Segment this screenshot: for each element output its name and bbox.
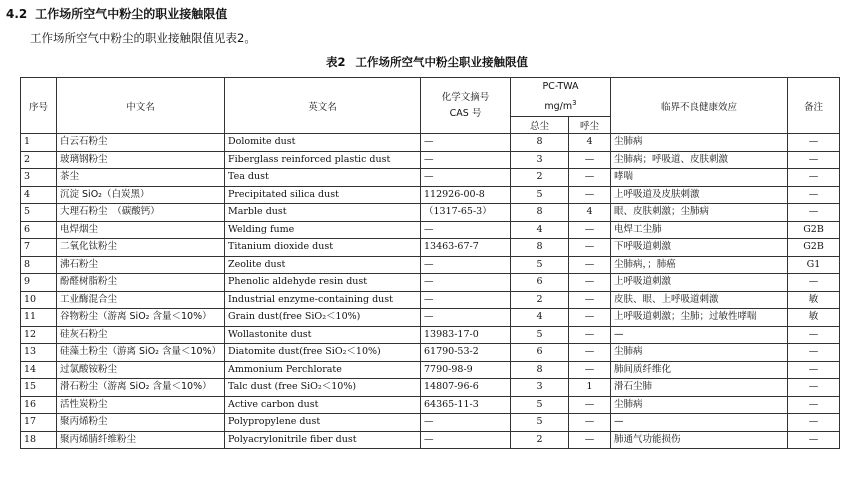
cell-cas: — <box>421 414 511 432</box>
cell-total-dust: 8 <box>511 134 569 152</box>
cell-total-dust: 8 <box>511 239 569 257</box>
cell-cn-name: 沸石粉尘 <box>57 256 225 274</box>
header-seq: 序号 <box>21 78 57 134</box>
cell-seq: 10 <box>21 291 57 309</box>
cell-total-dust: 2 <box>511 169 569 187</box>
header-unit-base: mg/m <box>544 101 573 113</box>
cell-en-name: Wollastonite dust <box>225 326 421 344</box>
cell-cas: （1317-65-3） <box>421 204 511 222</box>
intro-text: 工作场所空气中粉尘的职业接触限值见表2。 <box>30 31 256 45</box>
cell-total-dust: 3 <box>511 151 569 169</box>
cell-note: — <box>788 326 840 344</box>
cell-en-name: Ammonium Perchlorate <box>225 361 421 379</box>
cell-cn-name: 沉淀 SiO₂（白炭黑） <box>57 186 225 204</box>
cell-cas: 13463-67-7 <box>421 239 511 257</box>
cell-seq: 18 <box>21 431 57 449</box>
table-title: 工作场所空气中粉尘职业接触限值 <box>355 55 528 69</box>
table-row <box>21 169 840 187</box>
cell-note: — <box>788 396 840 414</box>
header-pc-twa-label: PC-TWA <box>542 80 579 92</box>
cell-total-dust: 4 <box>511 309 569 327</box>
cell-seq: 5 <box>21 204 57 222</box>
table-row <box>21 414 840 432</box>
cell-effect: 肺间质纤维化 <box>611 361 788 379</box>
cell-total-dust: 6 <box>511 344 569 362</box>
cell-resp-dust: — <box>569 151 611 169</box>
cell-total-dust: 8 <box>511 361 569 379</box>
cell-cas: 64365-11-3 <box>421 396 511 414</box>
cell-effect: — <box>611 414 788 432</box>
cell-cas: — <box>421 431 511 449</box>
header-unit <box>514 95 607 115</box>
table-body <box>21 134 840 449</box>
table-label: 表2 <box>325 55 346 69</box>
cell-total-dust: 5 <box>511 186 569 204</box>
cell-note: — <box>788 431 840 449</box>
table-row <box>21 274 840 292</box>
cell-note: — <box>788 344 840 362</box>
header-cas-line1: 化学文摘号 <box>441 91 490 103</box>
cell-en-name: Active carbon dust <box>225 396 421 414</box>
cell-total-dust: 8 <box>511 204 569 222</box>
cell-cn-name: 聚丙烯腈纤维粉尘 <box>57 431 225 449</box>
cell-cas: 7790-98-9 <box>421 361 511 379</box>
cell-cn-name: 谷物粉尘（游离 SiO₂ 含量＜10%） <box>57 309 225 327</box>
cell-effect: 滑石尘肺 <box>611 379 788 397</box>
exposure-limits-table <box>20 77 840 449</box>
cell-seq: 12 <box>21 326 57 344</box>
cell-cas: — <box>421 221 511 239</box>
header-cn-name: 中文名 <box>57 78 225 134</box>
cell-resp-dust: 1 <box>569 379 611 397</box>
table-row <box>21 431 840 449</box>
cell-cas: — <box>421 309 511 327</box>
cell-en-name: Phenolic aldehyde resin dust <box>225 274 421 292</box>
cell-seq: 1 <box>21 134 57 152</box>
cell-en-name: Dolomite dust <box>225 134 421 152</box>
cell-en-name: Talc dust (free SiO₂＜10%) <box>225 379 421 397</box>
cell-note: — <box>788 169 840 187</box>
table-row <box>21 239 840 257</box>
section-title: 工作场所空气中粉尘的职业接触限值 <box>35 7 228 21</box>
table-row <box>21 344 840 362</box>
cell-cn-name: 滑石粉尘（游离 SiO₂ 含量＜10%） <box>57 379 225 397</box>
cell-note: — <box>788 186 840 204</box>
cell-cn-name: 白云石粉尘 <box>57 134 225 152</box>
table-row <box>21 309 840 327</box>
cell-effect: 皮肤、眼、上呼吸道刺激 <box>611 291 788 309</box>
cell-cas: — <box>421 169 511 187</box>
cell-en-name: Polyacrylonitrile fiber dust <box>225 431 421 449</box>
cell-effect: 哮喘 <box>611 169 788 187</box>
cell-total-dust: 5 <box>511 396 569 414</box>
cell-effect: 尘肺病，；肺癌 <box>611 256 788 274</box>
table-row <box>21 396 840 414</box>
cell-en-name: Welding fume <box>225 221 421 239</box>
table-row <box>21 221 840 239</box>
cell-total-dust: 5 <box>511 414 569 432</box>
cell-cas: — <box>421 256 511 274</box>
cell-seq: 16 <box>21 396 57 414</box>
cell-cn-name: 茶尘 <box>57 169 225 187</box>
cell-seq: 9 <box>21 274 57 292</box>
cell-resp-dust: — <box>569 221 611 239</box>
cell-seq: 2 <box>21 151 57 169</box>
cell-seq: 13 <box>21 344 57 362</box>
table-row <box>21 361 840 379</box>
cell-note: — <box>788 379 840 397</box>
cell-en-name: Precipitated silica dust <box>225 186 421 204</box>
header-en-name: 英文名 <box>225 78 421 134</box>
cell-effect: 上呼吸道刺激 <box>611 274 788 292</box>
cell-note: G2B <box>788 221 840 239</box>
cell-seq: 7 <box>21 239 57 257</box>
header-unit-sup: 3 <box>572 98 577 107</box>
table-row <box>21 379 840 397</box>
cell-cn-name: 硅灰石粉尘 <box>57 326 225 344</box>
cell-note: — <box>788 361 840 379</box>
cell-cn-name: 大理石粉尘 （碳酸钙） <box>57 204 225 222</box>
table-row <box>21 151 840 169</box>
cell-total-dust: 3 <box>511 379 569 397</box>
cell-cas: — <box>421 134 511 152</box>
cell-resp-dust: — <box>569 361 611 379</box>
cell-effect: 下呼吸道刺激 <box>611 239 788 257</box>
cell-effect: 尘肺病；呼吸道、皮肤刺激 <box>611 151 788 169</box>
cell-cas: — <box>421 274 511 292</box>
cell-effect: 眼、皮肤刺激；尘肺病 <box>611 204 788 222</box>
table-caption <box>0 54 854 70</box>
table-row <box>21 256 840 274</box>
cell-note: — <box>788 204 840 222</box>
cell-cn-name: 硅藻土粉尘（游离 SiO₂ 含量＜10%） <box>57 344 225 362</box>
table-row <box>21 134 840 152</box>
cell-en-name: Fiberglass reinforced plastic dust <box>225 151 421 169</box>
cell-resp-dust: 4 <box>569 134 611 152</box>
cell-resp-dust: — <box>569 326 611 344</box>
cell-note: — <box>788 151 840 169</box>
cell-effect: 上呼吸道刺激；尘肺；过敏性哮喘 <box>611 309 788 327</box>
cell-seq: 14 <box>21 361 57 379</box>
header-effect: 临界不良健康效应 <box>611 78 788 134</box>
header-cas <box>421 78 511 134</box>
cell-resp-dust: — <box>569 309 611 327</box>
cell-seq: 15 <box>21 379 57 397</box>
cell-seq: 3 <box>21 169 57 187</box>
cell-effect: 尘肺病 <box>611 344 788 362</box>
cell-cn-name: 电焊烟尘 <box>57 221 225 239</box>
cell-total-dust: 2 <box>511 291 569 309</box>
cell-cn-name: 活性炭粉尘 <box>57 396 225 414</box>
cell-cas: 13983-17-0 <box>421 326 511 344</box>
cell-cn-name: 聚丙烯粉尘 <box>57 414 225 432</box>
cell-note: — <box>788 414 840 432</box>
table-row <box>21 291 840 309</box>
section-number: 4.2 <box>6 7 28 21</box>
cell-resp-dust: — <box>569 344 611 362</box>
cell-note: G1 <box>788 256 840 274</box>
cell-cn-name: 二氧化钛粉尘 <box>57 239 225 257</box>
table-row <box>21 326 840 344</box>
cell-note: G2B <box>788 239 840 257</box>
header-total-dust: 总尘 <box>511 117 569 134</box>
section-heading <box>6 5 227 22</box>
cell-cas: — <box>421 291 511 309</box>
cell-cn-name: 工业酶混合尘 <box>57 291 225 309</box>
cell-resp-dust: — <box>569 239 611 257</box>
cell-seq: 4 <box>21 186 57 204</box>
cell-effect: 尘肺病 <box>611 134 788 152</box>
cell-resp-dust: — <box>569 274 611 292</box>
cell-cn-name: 过氯酸铵粉尘 <box>57 361 225 379</box>
cell-resp-dust: — <box>569 396 611 414</box>
cell-resp-dust: — <box>569 291 611 309</box>
cell-cn-name: 酚醛树脂粉尘 <box>57 274 225 292</box>
cell-en-name: Marble dust <box>225 204 421 222</box>
cell-note: — <box>788 134 840 152</box>
cell-cas: 61790-53-2 <box>421 344 511 362</box>
header-note: 备注 <box>788 78 840 134</box>
header-resp-dust: 呼尘 <box>569 117 611 134</box>
cell-resp-dust: — <box>569 431 611 449</box>
cell-en-name: Diatomite dust(free SiO₂＜10%) <box>225 344 421 362</box>
cell-seq: 8 <box>21 256 57 274</box>
cell-effect: 尘肺病 <box>611 396 788 414</box>
cell-effect: 上呼吸道及皮肤刺激 <box>611 186 788 204</box>
header-pc-twa <box>511 78 611 117</box>
cell-total-dust: 6 <box>511 274 569 292</box>
cell-seq: 11 <box>21 309 57 327</box>
cell-cas: 112926-00-8 <box>421 186 511 204</box>
cell-effect: — <box>611 326 788 344</box>
cell-resp-dust: — <box>569 256 611 274</box>
cell-seq: 6 <box>21 221 57 239</box>
table-row <box>21 204 840 222</box>
cell-total-dust: 5 <box>511 326 569 344</box>
cell-resp-dust: — <box>569 186 611 204</box>
cell-total-dust: 2 <box>511 431 569 449</box>
cell-en-name: Tea dust <box>225 169 421 187</box>
cell-en-name: Grain dust(free SiO₂＜10%) <box>225 309 421 327</box>
cell-cn-name: 玻璃钢粉尘 <box>57 151 225 169</box>
cell-resp-dust: — <box>569 169 611 187</box>
cell-en-name: Industrial enzyme-containing dust <box>225 291 421 309</box>
cell-cas: — <box>421 151 511 169</box>
cell-note: — <box>788 274 840 292</box>
cell-total-dust: 5 <box>511 256 569 274</box>
header-cas-line2: CAS 号 <box>449 107 482 119</box>
cell-effect: 电焊工尘肺 <box>611 221 788 239</box>
cell-note: 敏 <box>788 309 840 327</box>
cell-resp-dust: — <box>569 414 611 432</box>
cell-en-name: Zeolite dust <box>225 256 421 274</box>
cell-en-name: Titanium dioxide dust <box>225 239 421 257</box>
cell-total-dust: 4 <box>511 221 569 239</box>
cell-resp-dust: 4 <box>569 204 611 222</box>
cell-seq: 17 <box>21 414 57 432</box>
cell-cas: 14807-96-6 <box>421 379 511 397</box>
cell-note: 敏 <box>788 291 840 309</box>
cell-effect: 肺通气功能损伤 <box>611 431 788 449</box>
cell-en-name: Polypropylene dust <box>225 414 421 432</box>
table-row <box>21 186 840 204</box>
